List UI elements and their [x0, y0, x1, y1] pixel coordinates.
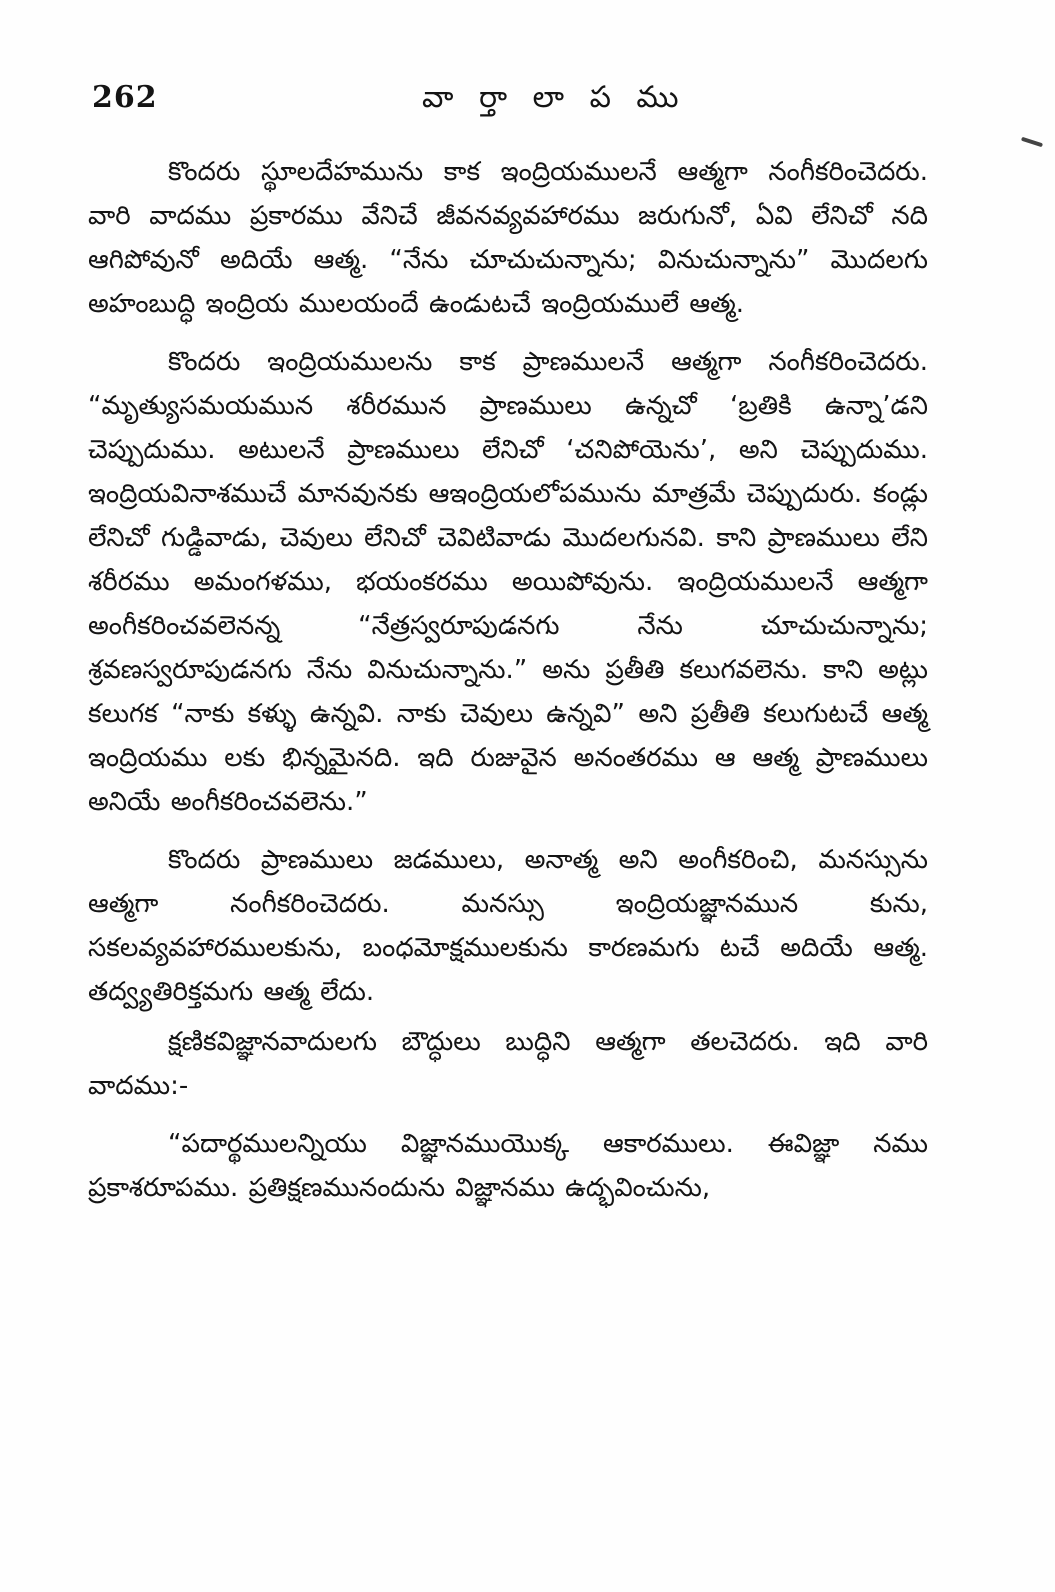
body-text [88, 150, 928, 1210]
page-number: 262 [92, 80, 158, 115]
paragraph-4: క్షణికవిజ్ఞానవాదులగు బౌద్ధులు బుద్ధిని ఆత్మగా తలచెదరు. ఇది వారి వాదము:- [88, 1027, 928, 1101]
paragraph-3: కొందరు ప్రాణములు జడములు, అనాత్మ అని అంగీకరించి, మనస్సును ఆత్మగా నంగీకరించెదరు. మనస్సు ఇంద్రియజ్ఞానమున కును, సకలవ్యవహారములకును, బంధమోక్షములకును కారణమగు టచే అదియే ఆత్మ. తద్వ్యతిరిక్తమగు ఆత్మ లేదు. [88, 845, 928, 1007]
paragraph-1: కొందరు స్థూలదేహమును కాక ఇంద్రియములనే ఆత్మగా నంగీకరించెదరు. వారి వాదము ప్రకారము వేనిచే జీవనవ్యవహారము జరుగునో, ఏవి లేనిచో నది ఆగిపోవునో అదియే ఆత్మ. “నేను చూచుచున్నాను; వినుచున్నాను” మొదలగు అహంబుద్ధి ఇంద్రియ ములయందే ఉండుటచే ఇంద్రియములే ఆత్మ. [88, 157, 928, 319]
paragraph-2: కొందరు ఇంద్రియములను కాక ప్రాణములనే ఆత్మగా నంగీకరించెదరు. “మృత్యుసమయమున శరీరమున ప్రాణములు ఉన్నచో ‘బ్రతికి ఉన్నా’డని చెప్పుదుము. అటులనే ప్రాణములు లేనిచో ‘చనిపోయెను’, అని చెప్పుదుము. ఇంద్రియవినాశముచే మానవునకు ఆఇంద్రియలోపమును మాత్రమే చెప్పుదురు. కండ్లు లేనిచో గుడ్డివాడు, చెవులు లేనిచో చెవిటివాడు మొదలగునవి. కాని ప్రాణములు లేని శరీరము అమంగళము, భయంకరము అయిపోవును. ఇంద్రియములనే ఆత్మగా అంగీకరించవలెనన్న “నేత్రస్వరూపుడనగు నేను చూచుచున్నాను; శ్రవణస్వరూపుడనగు నేను వినుచున్నాను.” అను ప్రతీతి కలుగవలెను. కాని అట్లు కలుగక “నాకు కళ్ళు ఉన్నవి. నాకు చెవులు ఉన్నవి” అని ప్రతీతి కలుగుటచే ఆత్మ ఇంద్రియము లకు భిన్నమైనది. ఇది రుజువైన అనంతరము ఆ ఆత్మ ప్రాణములు అనియే అంగీకరించవలెను.” [88, 347, 928, 817]
page-header [92, 78, 932, 118]
running-title: వా ర్తా లా ప ము [422, 80, 687, 115]
paragraph-5: “పదార్థములన్నియు విజ్ఞానముయొక్క ఆకారములు. ఈవిజ్ఞా నము ప్రకాశరూపము. ప్రతిక్షణమునందును విజ్ఞానము ఉద్భవించును, [88, 1129, 928, 1203]
scan-edge-mark [1021, 137, 1043, 148]
